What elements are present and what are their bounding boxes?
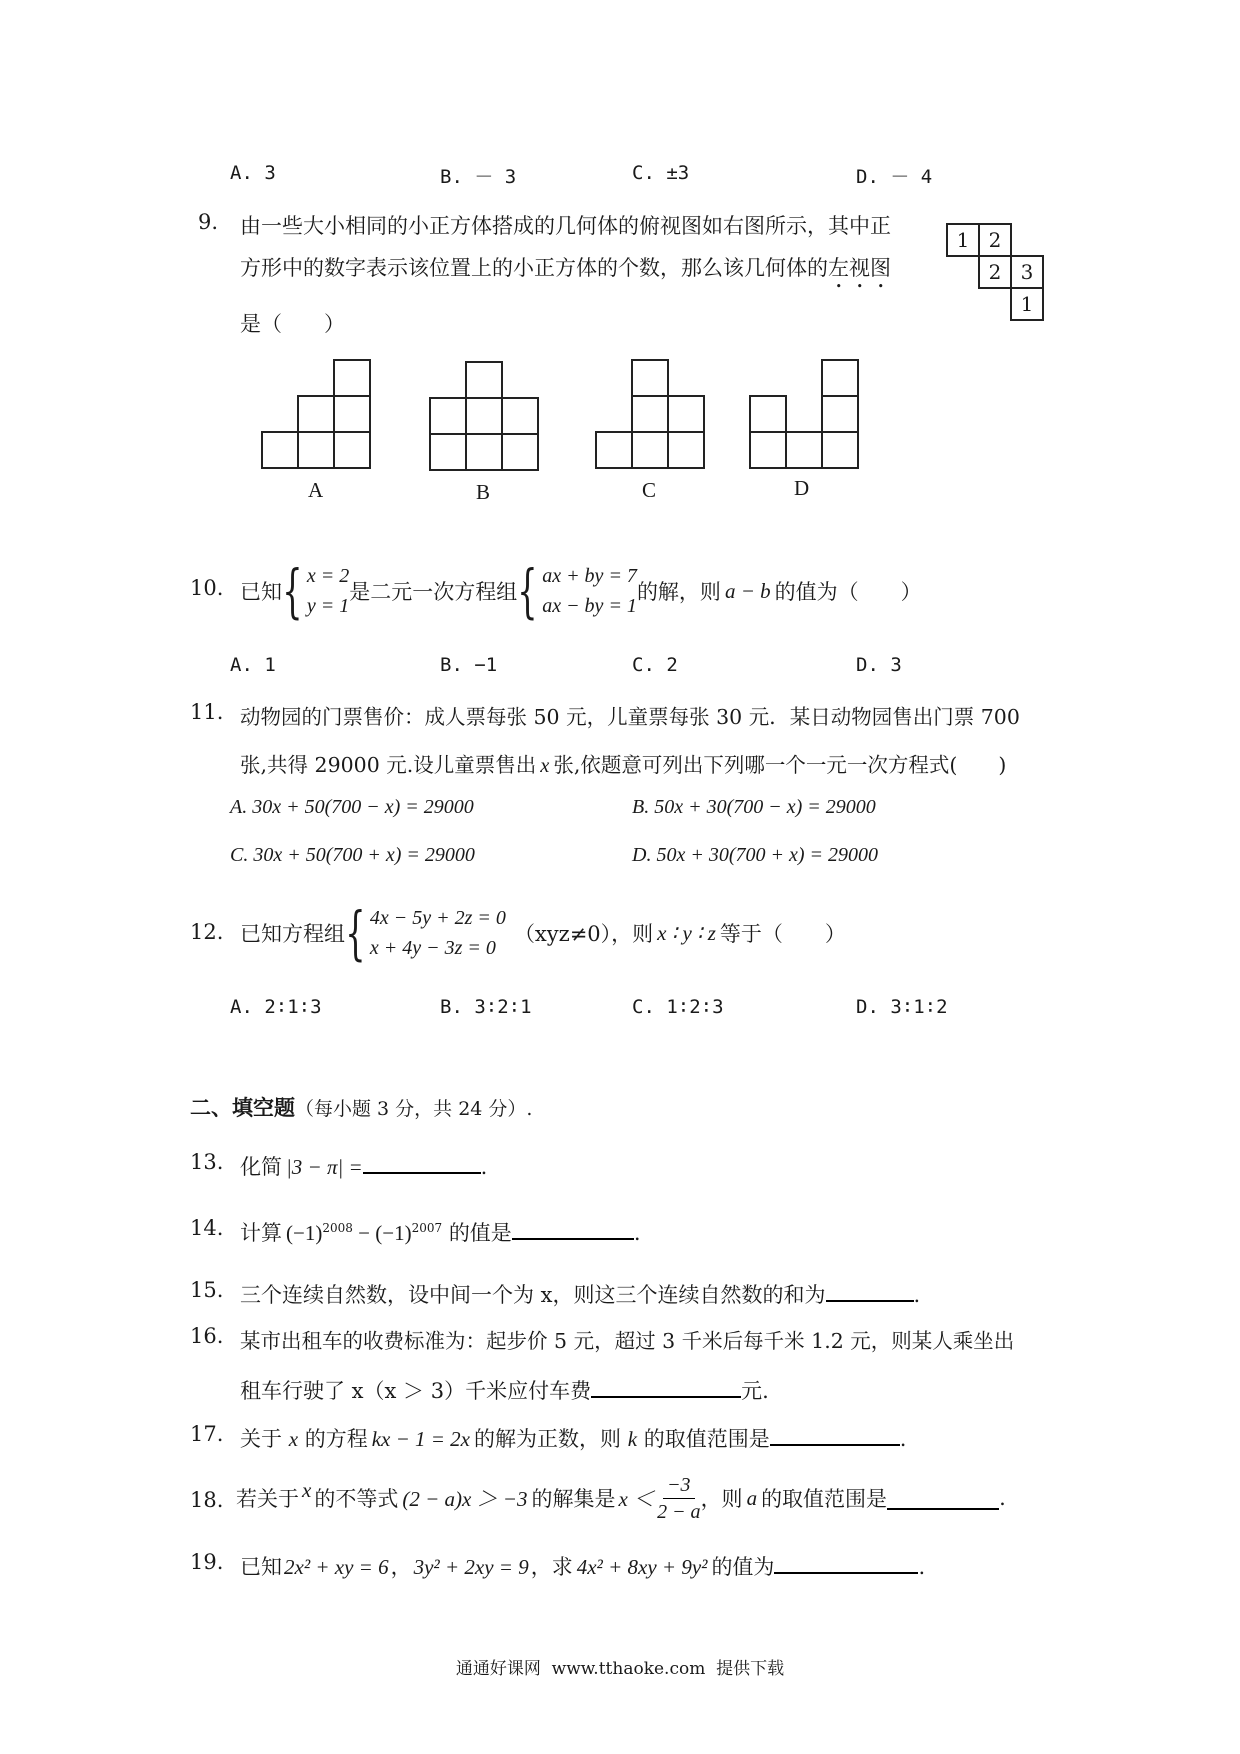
q12-eq-1: 4x − 5y + 2z = 0 (369, 907, 506, 929)
q10-post-2: 的值为（ ） (774, 580, 922, 604)
q13-pre: 化简 (240, 1155, 282, 1180)
q10-option-c: C. 2 (632, 654, 678, 676)
q10-eq-2: ax − by = 1 (542, 595, 637, 617)
q18-number: 18. (190, 1488, 224, 1512)
q18-post-2: 的取值范围是 (761, 1487, 888, 1511)
q11-line-2a: 张,共得 29000 元.设儿童票售出 (240, 753, 537, 777)
grid-number: 3 (1020, 260, 1034, 284)
q17-post: 的解为正数，则 (474, 1427, 622, 1452)
q10-eq-1: ax + by = 7 (542, 565, 637, 587)
q12-post: 等于（ ） (719, 922, 846, 946)
q9-line-3: 是（ ） (240, 312, 345, 336)
q17-end: . (899, 1427, 907, 1452)
section-2-heading (190, 1092, 532, 1122)
q11-option-a: A. 30x + 50(700 − x) = 29000 (230, 796, 474, 818)
q9-line-2 (240, 252, 891, 293)
q8-option-a: A. 3 (230, 162, 276, 184)
q12-equation-system: { 4x − 5y + 2z = 0 x + 4y − 3z = 0 (345, 899, 506, 967)
q12-cond: （xyz≠0），则 (513, 922, 654, 946)
figure-label-c: C (642, 478, 657, 502)
q10-post-1: 的解，则 (636, 580, 721, 604)
q19-expr: 4x² + 8xy + 9y² (576, 1555, 708, 1580)
q12-option-c: C. 1∶2∶3 (632, 996, 724, 1018)
q16-line-1: 某市出租车的收费标准为：起步价 5 元，超过 3 千米后每千米 1.2 元，则某人乘坐出 (240, 1329, 1015, 1353)
figure-label-a: A (308, 478, 324, 502)
q18-lhs: x ＜ (618, 1487, 655, 1511)
q12-option-d: D. 3∶1∶2 (856, 996, 948, 1018)
figure-b (430, 362, 538, 470)
grid-number: 2 (988, 260, 1002, 284)
q14-exp-b: 2007 (411, 1221, 443, 1236)
q13-stem (240, 1150, 487, 1181)
q9-line-1: 由一些大小相同的小正方体搭成的几何体的俯视图如右图所示，其中正 (240, 214, 891, 238)
q18-answer-blank[interactable] (887, 1486, 999, 1510)
q17-eq: kx − 1 = 2x (371, 1427, 471, 1452)
q11-line-2b: 张,依题意可列出下列哪一个一元一次方程式( ) (553, 753, 1007, 777)
q17-number: 17. (190, 1422, 224, 1446)
q18-fraction (657, 1472, 701, 1525)
q14-answer-blank[interactable] (512, 1216, 634, 1240)
q10-option-d: D. 3 (856, 654, 902, 676)
q17-stem (240, 1422, 906, 1453)
q16-line-2a: 租车行驶了 x（x ＞ 3）千米应付车费 (240, 1379, 592, 1404)
q19-stem (240, 1550, 925, 1581)
q15-answer-blank[interactable] (826, 1278, 914, 1302)
q14-term-b: − (−1) (352, 1221, 412, 1246)
grid-number: 1 (1020, 292, 1034, 316)
q16-line-2 (240, 1374, 769, 1405)
q13-end: . (480, 1155, 488, 1180)
grid-number: 2 (988, 228, 1002, 252)
q13-number: 13. (190, 1150, 224, 1174)
q11-option-b: B. 50x + 30(700 − x) = 29000 (632, 796, 876, 818)
q10-sol-1: x = 2 (306, 565, 350, 587)
q19-end: . (918, 1555, 926, 1580)
q11-var: x (540, 755, 550, 777)
q17-pre: 关于 (240, 1427, 282, 1452)
q11-option-d: D. 50x + 30(700 + x) = 29000 (632, 844, 879, 866)
q10-option-b: B. −1 (440, 654, 498, 676)
q18-ineq: (2 − a)x ＞ −3 (402, 1487, 528, 1511)
q19-number: 19. (190, 1550, 224, 1574)
q10-solution-system: { x = 2 y = 1 (282, 557, 350, 625)
page-footer: 通通好课网 www.tthaoke.com 提供下载 (455, 1659, 785, 1679)
q19-answer-blank[interactable] (774, 1550, 918, 1574)
q19-mid: ，求 (530, 1555, 573, 1580)
q14-term-a: (−1) (286, 1221, 323, 1246)
q19-eq-2: 3y² + 2xy = 9 (413, 1555, 529, 1580)
q10-equation-system: { ax + by = 7 ax − by = 1 (517, 557, 637, 625)
q10-sol-2: y = 1 (306, 595, 350, 617)
q9-number: 9. (198, 210, 219, 234)
figure-label-b: B (476, 480, 491, 504)
q14-stem (240, 1216, 641, 1247)
figure-a (262, 360, 370, 468)
q11-line-1: 动物园的门票售价：成人票每张 50 元，儿童票每张 30 元．某日动物园售出门票 700 (240, 705, 1020, 729)
q12-number: 12. (190, 920, 224, 944)
q10-option-a: A. 1 (230, 654, 276, 676)
q17-answer-blank[interactable] (770, 1422, 900, 1446)
q12-eq-2: x + 4y − 3z = 0 (369, 937, 496, 959)
q15-end: . (913, 1283, 921, 1308)
q14-end: . (633, 1221, 641, 1246)
section-2-note: （每小题 3 分，共 24 分）. (295, 1098, 533, 1120)
q18-mid-2: 的解集是 (531, 1487, 616, 1511)
q10-expr: a − b (724, 578, 771, 603)
q17-mid: 的方程 (304, 1427, 368, 1452)
q10-number: 10. (190, 576, 224, 600)
q10-stem (240, 556, 922, 626)
q19-eq-1: 2x² + xy = 6 (284, 1555, 389, 1580)
q14-pre: 计算 (240, 1221, 282, 1246)
q16-line-2b: 元. (741, 1379, 769, 1404)
q12-option-a: A. 2∶1∶3 (230, 996, 322, 1018)
q19-pre: 已知 (240, 1555, 282, 1580)
figure-label-d: D (794, 476, 810, 500)
q15-stem (240, 1278, 920, 1309)
q16-number: 16. (190, 1324, 224, 1348)
q18-numerator: −3 (663, 1472, 695, 1499)
q18-var: x (302, 1477, 312, 1502)
q17-k: k (627, 1427, 638, 1452)
q17-post-2: 的取值范围是 (643, 1427, 770, 1452)
q14-number: 14. (190, 1216, 224, 1240)
q18-pre: 若关于 (236, 1487, 299, 1511)
q18-a: a (746, 1485, 758, 1510)
q13-expr: |3 − π| = (286, 1155, 363, 1180)
q10-mid: 是二元一次方程组 (349, 580, 518, 604)
q18-post: ，则 (700, 1487, 743, 1511)
q18-stem (236, 1466, 1006, 1530)
grid-number: 1 (956, 228, 970, 252)
q9-emphasis: 左视图 (828, 256, 891, 280)
q8-option-b: B. － 3 (440, 166, 517, 188)
q12-stem (240, 898, 846, 968)
section-2-title: 二、填空题 (190, 1096, 295, 1120)
q11-option-c: C. 30x + 50(700 + x) = 29000 (230, 844, 475, 866)
figure-d (750, 360, 858, 468)
q16-answer-blank[interactable] (591, 1374, 741, 1398)
q14-exp-a: 2008 (322, 1221, 353, 1236)
q18-mid: 的不等式 (314, 1487, 399, 1511)
q15-text: 三个连续自然数，设中间一个为 x，则这三个连续自然数的和为 (240, 1283, 826, 1308)
q15-number: 15. (190, 1278, 224, 1302)
figure-c (596, 360, 704, 468)
q17-var: x (288, 1427, 299, 1452)
q18-denominator: 2 − a (657, 1500, 701, 1523)
q12-option-b: B. 3∶2∶1 (440, 996, 532, 1018)
q8-option-c: C. ±3 (632, 162, 690, 184)
q9-line-2-text: 方形中的数字表示该位置上的小正方体的个数，那么该几何体的 (240, 256, 828, 280)
q13-answer-blank[interactable] (363, 1150, 481, 1174)
q19-post: 的值为 (711, 1555, 775, 1580)
q18-end: . (999, 1486, 1006, 1510)
q12-pre: 已知方程组 (240, 922, 345, 946)
q19-sep: ， (390, 1555, 412, 1580)
q11-number: 11. (190, 700, 224, 724)
q10-pre: 已知 (240, 580, 282, 604)
q11-line-2 (240, 748, 1006, 778)
q12-ratio: x ∶ y ∶ z (657, 920, 716, 945)
q14-post: 的值是 (448, 1221, 512, 1246)
q8-option-d: D. － 4 (856, 166, 933, 188)
